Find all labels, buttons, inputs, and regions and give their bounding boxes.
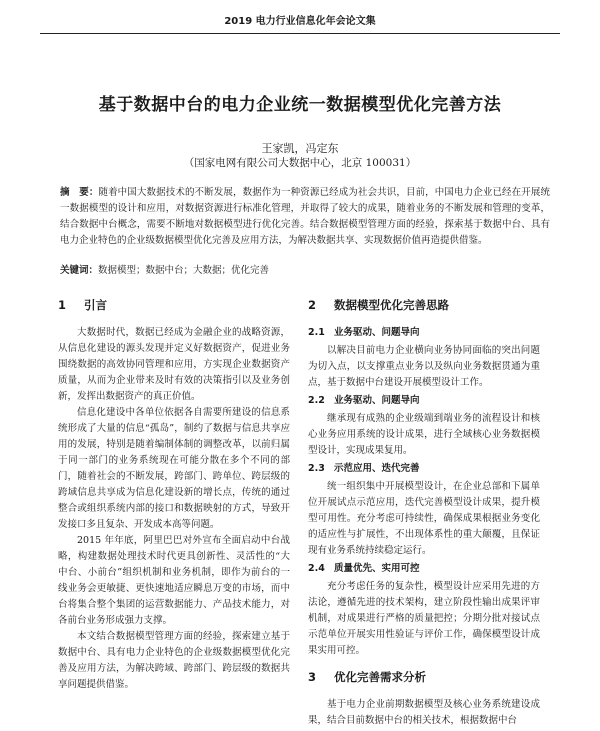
left-column <box>58 295 290 693</box>
abstract <box>60 185 550 249</box>
section-title: 优化完善需求分析 <box>334 670 426 684</box>
section-number: 1 <box>58 298 67 312</box>
subsection-title: 示范应用、迭代完善 <box>334 463 420 474</box>
subsection-title: 业务驱动、问题导向 <box>334 395 420 406</box>
subsection-number: 2.4 <box>308 563 325 574</box>
abstract-text: 随着中国大数据技术的不断发展，数据作为一种资源已经成为社会共识，目前，中国电力企业已经在开展统一数据模型的设计和应用，对数据资源进行标准化管理，并取得了较大的成果，随着业务的不断发展和管理的变革，结合数据中台概念，需要不断地对数据模型进行优化完善。结合数据模型管理方面的经验，探索基于数据中台、具有电力企业特色的企业级数据模型优化完善及应用方法，为解决数据共享、实现数据价值再造提供借鉴。 <box>60 187 550 246</box>
subsection-heading <box>308 325 540 341</box>
subsection-number: 2.2 <box>308 395 325 406</box>
abstract-label: 摘 要： <box>60 187 99 198</box>
keywords-text: 数据模型；数据中台；大数据；优化完善 <box>98 265 270 276</box>
subsection-heading <box>308 561 540 577</box>
paragraph: 2015 年年底，阿里巴巴对外宣布全面启动中台战略，构建数据处理技术时代更具创新性、灵活性的“大中台、小前台”组织机制和业务机制，即作为前台的一线业务会更敏捷、更快速地适应瞬息万变的市场，而中台将集合整个集团的运营数据能力、产品技术能力，对各前台业务形成强力支撑。 <box>58 535 290 626</box>
paragraph: 信息化建设中各单位依据各自需要所建设的信息系统形成了大量的信息“孤岛”，制约了数据与信息共享应用的发展，特别是随着编制体制的调整改革，以前归属于同一部门的业务系统现在可能分散在多个不同的部门，随着社会的不断发展，跨部门、跨单位、跨层级的跨域信息共享成为信息化建设新的增长点，传统的通过整合或组织系统内部的接口和数据映射的方式，导致开发接口多且复杂、开发成本高等问题。 <box>58 407 290 530</box>
subsection-number: 2.3 <box>308 463 325 474</box>
section-heading-1 <box>58 295 290 315</box>
right-column <box>308 295 540 731</box>
section-title: 引言 <box>84 298 107 312</box>
running-head: 2019 电力行业信息化年会论文集 <box>224 16 376 27</box>
header-divider <box>40 33 560 34</box>
paragraph: 大数据时代，数据已经成为金融企业的战略资源，从信息化建设的源头发现并定义好数据资产，促进业务围绕数据的高效协同管理和应用，方实现企业数据资产质量，从而为企业带来及时有效的决策指引以及业务创新，发挥出数据资产的真正价值。 <box>58 327 290 402</box>
paragraph: 继承现有成熟的企业级端到端业务的流程设计和核心业务应用系统的设计成果，进行全域核心业务数据模型设计，实现成果复用。 <box>308 413 540 456</box>
section-heading-2 <box>308 295 540 315</box>
keywords-label: 关键词： <box>60 265 99 276</box>
subsection-heading <box>308 461 540 477</box>
paper-authors: 王家凯，冯定东 <box>261 142 339 155</box>
paragraph: 基于电力企业前期数据模型及核心业务系统建设成果，结合目前数据中台的相关技术，根据数据中台 <box>308 699 540 726</box>
keywords <box>60 262 550 276</box>
paragraph: 统一组织集中开展模型设计，在企业总部和下属单位开展试点示范应用，迭代完善模型设计成果，提升模型可用性。充分考虑可持续性，确保成果根据业务变化的适应性与扩展性，不出现体系性的重大颠覆，且保证现有业务系统持续稳定运行。 <box>308 481 540 556</box>
subsection-title: 质量优先、实用可控 <box>334 563 420 574</box>
section-title: 数据模型优化完善思路 <box>334 298 449 312</box>
section-heading-3 <box>308 667 540 687</box>
paper-title: 基于数据中台的电力企业统一数据模型优化完善方法 <box>98 95 502 115</box>
subsection-title: 业务驱动、问题导向 <box>334 327 420 338</box>
paragraph: 充分考虑任务的复杂性，模型设计应采用先进的方法论，遵循先进的技术架构，建立阶段性输出成果评审机制，对成果进行严格的质量把控；分期分批对接试点示范单位开展实用性验证与评价工作，确保模型设计成果实用可控。 <box>308 581 540 656</box>
subsection-heading <box>308 393 540 409</box>
paragraph: 本文结合数据模型管理方面的经验，探索建立基于数据中台、具有电力企业特色的企业级数据模型优化完善及应用方法，为解决跨域、跨部门、跨层级的数据共享问题提供借鉴。 <box>58 631 290 690</box>
paper-affiliation: （国家电网有限公司大数据中心，北京 100031） <box>183 157 417 169</box>
section-number: 3 <box>308 670 317 684</box>
subsection-number: 2.1 <box>308 327 325 338</box>
paragraph: 以解决目前电力企业横向业务协同面临的突出问题为切入点，以支撑重点业务以及纵向业务数据贯通为重点，基于数据中台建设开展模型设计工作。 <box>308 345 540 388</box>
section-number: 2 <box>308 298 317 312</box>
